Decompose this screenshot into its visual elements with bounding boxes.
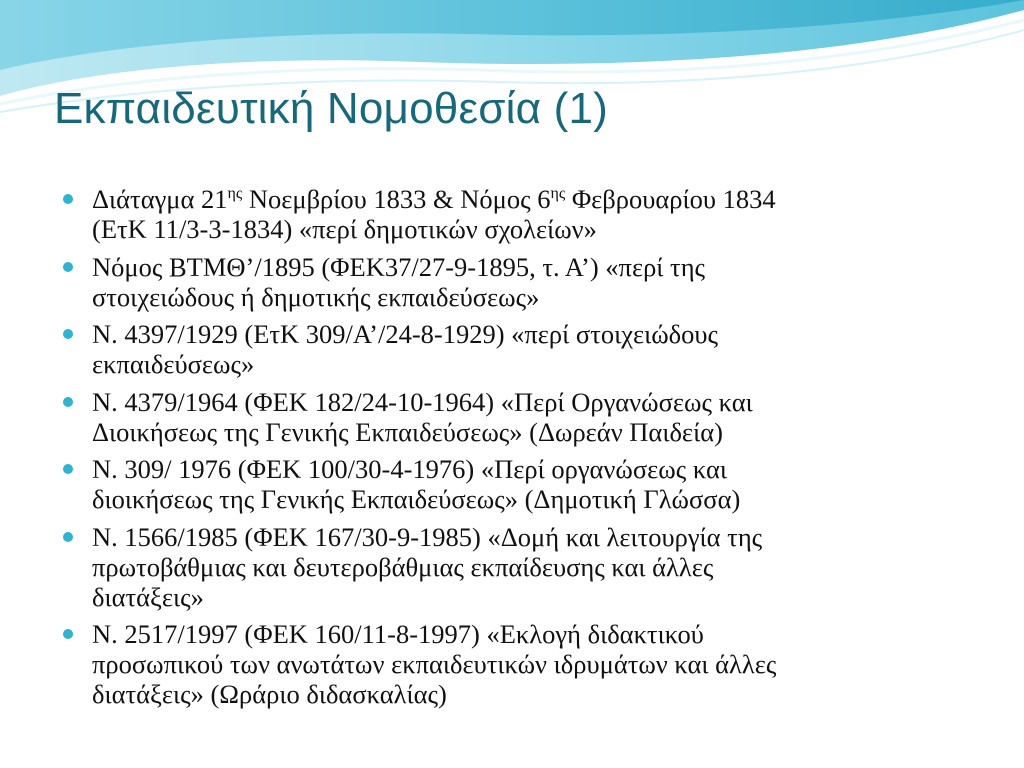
bullet-line: (ΕτΚ 11/3-3-1834) «περί δημοτικών σχολείων» — [92, 214, 597, 244]
bullet-line: Ν. 309/ 1976 (ΦΕΚ 100/30-4-1976) «Περί οργανώσεως και — [92, 454, 727, 484]
bullet-point-icon — [63, 329, 73, 339]
bullet-line: Ν. 1566/1985 (ΦΕΚ 167/30-9-1985) «Δομή και λειτουργία της — [92, 521, 763, 552]
bullet-item — [62, 454, 962, 514]
bullet-line: προσωπικού των ανωτάτων εκπαιδευτικών ιδρυμάτων και άλλες — [92, 649, 777, 679]
bullet-line: εκπαιδεύσεως» — [92, 349, 255, 379]
bullet-text: Διάταγμα 21 — [92, 184, 228, 214]
bullet-point-icon — [63, 397, 73, 407]
slide-title: Εκπαιδευτική Νομοθεσία (1) — [54, 84, 609, 133]
bullet-point-icon — [63, 262, 73, 272]
bullet-line: Ν. 2517/1997 (ΦΕΚ 160/11-8-1997) «Εκλογή διδακτικού — [92, 619, 704, 649]
bullet-point-icon — [63, 629, 73, 639]
bullet-line — [92, 184, 962, 214]
bullet-line: πρωτοβάθμιας και δευτεροβάθμιας εκπαίδευσης και άλλες — [92, 551, 714, 582]
bullet-item — [62, 387, 962, 447]
bullet-point-icon — [63, 532, 73, 542]
superscript: ης — [550, 185, 566, 202]
bullet-line: Ν. 4397/1929 (ΕτΚ 309/Α’/24-8-1929) «περί στοιχειώδους — [92, 319, 719, 349]
bullet-item — [62, 184, 962, 244]
bullet-list — [62, 184, 962, 717]
bullet-text: Νοεμβρίου 1833 & Νόμος 6 — [242, 184, 551, 214]
bullet-item — [62, 252, 962, 312]
bullet-line: διοικήσεως της Γενικής Εκπαιδεύσεως» (Δημοτική Γλώσσα) — [92, 484, 741, 514]
superscript: ης — [227, 185, 243, 202]
bullet-line: Νόμος ΒΤΜΘ’/1895 (ΦΕΚ37/27-9-1895, τ. Α’) «περί της — [92, 251, 706, 282]
bullet-point-icon — [63, 194, 73, 204]
bullet-item — [62, 619, 962, 709]
bullet-line: διατάξεις» — [92, 581, 204, 612]
bullet-item — [62, 319, 962, 379]
bullet-line: στοιχειώδους ή δημοτικής εκπαιδεύσεως» — [92, 281, 540, 312]
bullet-line: Ν. 4379/1964 (ΦΕΚ 182/24-10-1964) «Περί Οργανώσεως και — [92, 386, 753, 417]
bullet-item — [62, 522, 962, 612]
bullet-line: Διοικήσεως της Γενικής Εκπαιδεύσεως» (Δωρεάν Παιδεία) — [92, 416, 723, 447]
bullet-text: Φεβρουαρίου 1834 — [565, 184, 776, 214]
bullet-point-icon — [63, 464, 73, 474]
bullet-line: διατάξεις» (Ωράριο διδασκαλίας) — [92, 679, 447, 709]
